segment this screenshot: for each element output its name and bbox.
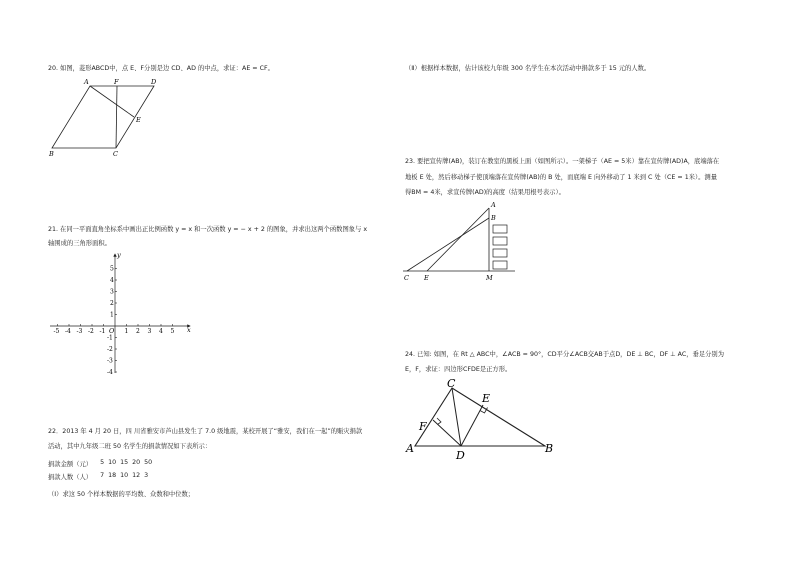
table-cell: 12: [132, 472, 141, 479]
label-F: F: [419, 420, 427, 433]
x-tick-label: 3: [147, 328, 152, 335]
label-B: B: [49, 150, 54, 158]
y-tick-label: 4: [110, 277, 114, 284]
x-tick-label: 4: [159, 328, 163, 335]
ladder-figure: [403, 198, 523, 286]
coordinate-plane: [48, 250, 198, 378]
y-tick-label: -2: [107, 346, 113, 353]
table-row: [48, 459, 156, 472]
y-axis-label: y: [117, 251, 121, 259]
y-tick-label: 1: [110, 311, 114, 319]
rhombus-figure: [48, 78, 168, 156]
label-E: E: [424, 274, 429, 282]
q23-line1: 23. 要把宣传牌(AB)，装订在教室的黑板上面（如图所示）。一架梯子（AE = 5米）靠在宣传牌(AD)A，底端落在: [405, 158, 720, 165]
x-tick-label: 2: [136, 328, 140, 335]
q24-line2: E，F，求证：四边形CFDE是正方形。: [405, 366, 512, 373]
label-F: F: [114, 78, 119, 86]
label-B: B: [491, 214, 496, 222]
x-tick-label: -4: [65, 328, 71, 335]
table-cell: 5: [100, 459, 105, 466]
label-A: A: [491, 201, 496, 209]
x-tick-label: -1: [99, 328, 106, 335]
x-tick-label: 5: [170, 328, 175, 335]
y-tick-label: 5: [110, 265, 114, 273]
y-tick-label: -1: [107, 334, 113, 342]
x-tick-label: -5: [53, 328, 60, 335]
table-cell: 20: [132, 459, 141, 466]
label-E: E: [136, 116, 141, 124]
origin-label: O: [109, 327, 115, 335]
label-C: C: [113, 150, 118, 158]
table-cell: 15: [120, 459, 129, 466]
table-header-count: 捐款人数（人）: [48, 474, 93, 481]
q22-line1: 22．2013 年 4 月 20 日，四 川省雅安市芦山县发生了 7.0 级地震，某校开展了“雅安，我们在一起”的赈灾捐款: [48, 428, 363, 435]
q23-line2: 地板 E 处，然后移动梯子使顶端落在宣传牌(AB)的 B 处，而底端 E 向外移动了 1 米到 C 处（CE = 1米）。测量: [405, 174, 718, 181]
q20-text: 20. 如图，菱形ABCD中，点 E、F分别是边 CD、AD 的中点，求证：AE = CF。: [48, 65, 274, 72]
q22-part1: （Ⅰ）求这 50 个样本数据的平均数、众数和中位数；: [48, 491, 195, 498]
q23-line3: 得BM = 4米，求宣传牌(AD)的高度（结果用根号表示）。: [405, 189, 565, 196]
x-tick-label: -3: [76, 328, 83, 335]
q22-part2: （Ⅱ）根据样本数据，估计该校九年级 300 名学生在本次活动中捐款多于 15 元的人数。: [405, 65, 651, 72]
table-cell: 50: [144, 459, 153, 466]
y-tick-label: 2: [110, 300, 114, 307]
label-E: E: [482, 392, 491, 405]
q22-line2: 活动，其中九年级二班 50 名学生的捐款情况如下表所示：: [48, 443, 212, 450]
donation-table: [48, 459, 156, 485]
q24-line1: 24. 已知: 如图，在 Rt △ ABC中，∠ACB = 90°，CD平分∠ACB交AB于点D，DE ⊥ BC，DF ⊥ AC，垂足分别为: [405, 351, 725, 358]
table-cell: 7: [100, 472, 105, 479]
table-row: [48, 472, 156, 485]
x-tick-label: 1: [124, 328, 129, 335]
label-B: B: [545, 442, 554, 455]
table-cell: 18: [108, 472, 117, 479]
x-tick-label: -2: [88, 328, 94, 335]
label-A: A: [84, 78, 89, 86]
label-D: D: [151, 78, 157, 86]
label-C: C: [447, 377, 456, 390]
table-cell: 10: [120, 472, 129, 479]
label-A: A: [406, 442, 414, 455]
label-D: D: [456, 449, 465, 462]
label-C: C: [404, 274, 409, 282]
label-M: M: [486, 274, 493, 282]
q21-line2: 轴围成的三角形面积。: [48, 240, 111, 247]
q21-line1: 21. 在同一平面直角坐标系中画出正比例函数 y = x 和一次函数 y = − x + 2 的图象，并求出这两个函数图象与 x: [48, 226, 368, 233]
y-tick-label: -3: [107, 357, 113, 365]
table-header-amount: 捐款金额（元）: [48, 461, 93, 468]
table-cell: 3: [144, 472, 149, 479]
x-axis-label: x: [187, 326, 191, 334]
y-tick-label: 3: [110, 288, 114, 296]
table-cell: 10: [108, 459, 117, 466]
y-tick-label: -4: [107, 369, 113, 376]
triangle-figure: [403, 376, 563, 462]
